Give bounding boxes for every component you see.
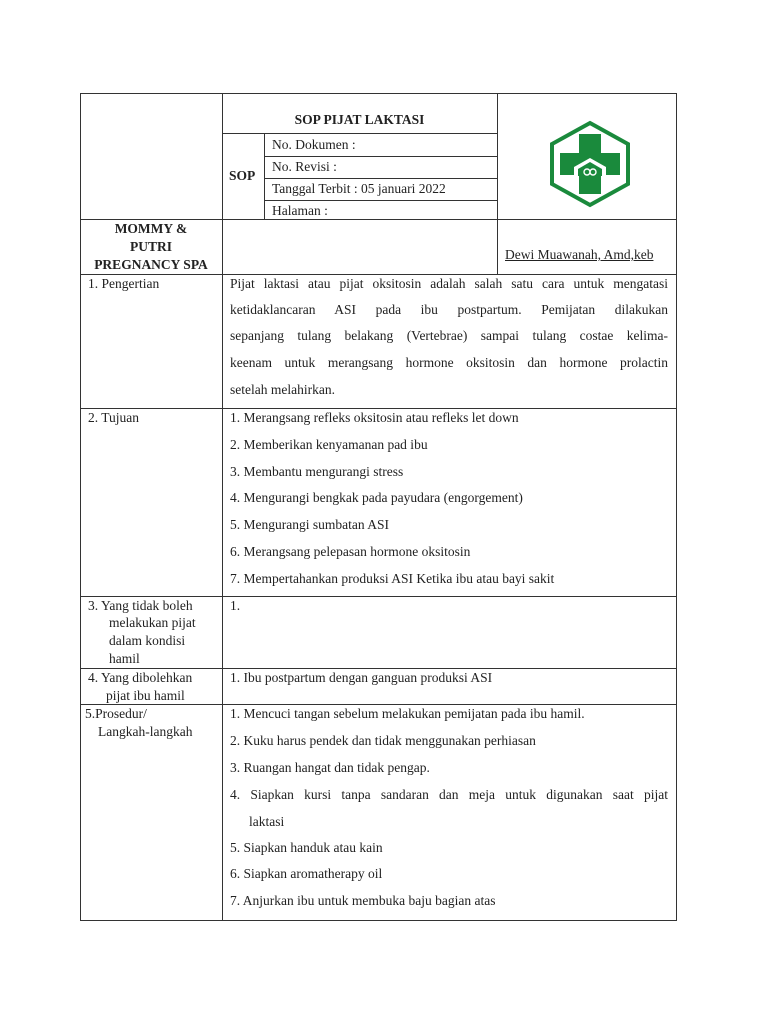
list-item: 4. Mengurangi bengkak pada payudara (engorgement) — [230, 490, 523, 505]
list-item: 1. Merangsang refleks oksitosin atau refleks let down — [230, 410, 519, 425]
section-label-tidak-boleh: melakukan pijat — [109, 615, 196, 630]
list-item: laktasi — [249, 814, 285, 829]
sop-label: SOP — [229, 168, 256, 183]
no-dokumen: No. Dokumen : — [272, 137, 356, 152]
pengertian-line: setelah melahirkan. — [230, 382, 335, 397]
health-cross-logo-icon — [548, 120, 632, 208]
org-name-line: MOMMY & — [114, 221, 188, 236]
list-item: 1. Ibu postpartum dengan ganguan produksi ASI — [230, 670, 493, 685]
page-title: SOP PIJAT LAKTASI — [294, 112, 425, 127]
list-item: 3. Ruangan hangat dan tidak pengap. — [230, 760, 430, 775]
table-border-right — [676, 93, 677, 921]
list-item: 4. Siapkan kursi tanpa sandaran dan meja untuk digunakan saat pijat — [230, 787, 668, 802]
table-rule — [80, 704, 677, 705]
list-item: 5. Mengurangi sumbatan ASI — [230, 517, 389, 532]
pengertian-line: sepanjang tulang belakang (Vertebrae) sampai tulang costae kelima- — [230, 328, 668, 343]
table-rule — [80, 274, 677, 275]
section-label-tidak-boleh: dalam kondisi — [109, 633, 186, 648]
section-label-pengertian: 1. Pengertian — [88, 276, 160, 291]
list-item: 5. Siapkan handuk atau kain — [230, 840, 383, 855]
table-border-left — [80, 93, 81, 921]
table-rule — [264, 156, 497, 157]
table-rule — [222, 93, 223, 921]
signatory-name: Dewi Muawanah, Amd,keb — [505, 247, 654, 262]
section-label-dibolehkan: pijat ibu hamil — [106, 688, 185, 703]
table-rule — [497, 93, 498, 275]
org-name-line: PREGNANCY SPA — [94, 257, 208, 272]
list-item: 7. Anjurkan ibu untuk membuka baju bagian atas — [230, 893, 496, 908]
list-item: 1. — [230, 598, 241, 613]
list-item: 3. Membantu mengurangi stress — [230, 464, 404, 479]
table-rule — [80, 596, 677, 597]
list-item: 2. Kuku harus pendek dan tidak menggunakan perhiasan — [230, 733, 536, 748]
list-item: 6. Merangsang pelepasan hormone oksitosin — [230, 544, 471, 559]
halaman: Halaman : — [272, 203, 328, 218]
pengertian-line: Pijat laktasi atau pijat oksitosin adalah salah satu cara untuk mengatasi — [230, 276, 668, 291]
table-rule — [80, 219, 677, 220]
list-item: 7. Mempertahankan produksi ASI Ketika ibu atau bayi sakit — [230, 571, 555, 586]
org-name-line: PUTRI — [129, 239, 172, 254]
table-rule — [80, 668, 677, 669]
table-rule — [264, 200, 497, 201]
section-label-tidak-boleh: 3. Yang tidak boleh — [88, 598, 193, 613]
section-label-tujuan: 2. Tujuan — [88, 410, 140, 425]
table-border-top — [80, 93, 677, 94]
tanggal-terbit: Tanggal Terbit : 05 januari 2022 — [272, 181, 446, 196]
list-item: 1. Mencuci tangan sebelum melakukan pemijatan pada ibu hamil. — [230, 706, 585, 721]
list-item: 6. Siapkan aromatherapy oil — [230, 866, 383, 881]
list-item: 2. Memberikan kenyamanan pad ibu — [230, 437, 428, 452]
table-border-bottom — [80, 920, 677, 921]
table-rule — [80, 408, 677, 409]
pengertian-line: ketidaklancaran ASI pada ibu postpartum. Pemijatan dilakukan — [230, 302, 668, 317]
pengertian-line: keenam untuk merangsang hormone oksitosin dan hormone prolactin — [230, 355, 668, 370]
section-label-prosedur: 5.Prosedur/ — [85, 706, 147, 721]
section-label-dibolehkan: 4. Yang dibolehkan — [88, 670, 193, 685]
table-rule — [264, 178, 497, 179]
no-revisi: No. Revisi : — [272, 159, 337, 174]
section-label-prosedur: Langkah-langkah — [98, 724, 193, 739]
table-rule — [264, 133, 265, 220]
section-label-tidak-boleh: hamil — [109, 651, 140, 666]
